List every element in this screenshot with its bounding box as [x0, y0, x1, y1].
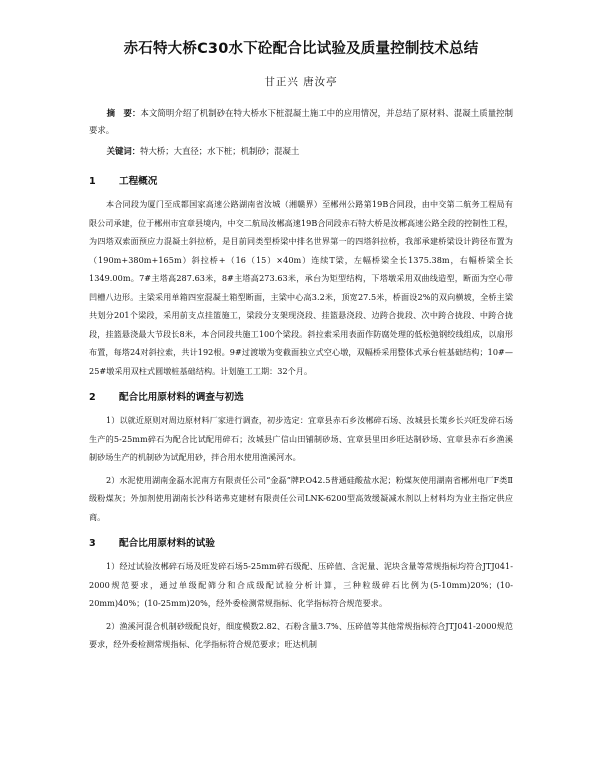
- section-1: [89, 173, 513, 380]
- section-title: 工程概况: [119, 176, 158, 187]
- paragraph: 1）经过试验汝郴碎石场及旺发碎石场5-25mm碎石级配、压碎值、含泥量、泥块含量等常规指标均符合JTJ041-2000规范要求，通过单级配筛分和合成级配试验分析计算，三种粒级碎石比例为(5-10mm)20%；(10-20mm)40%；(10-25mm)20%，经外委检测常规指标、化学指标符合规范要求。: [89, 561, 513, 608]
- section-number: 2: [89, 392, 96, 403]
- section-title: 配合比用原材料的调查与初选: [119, 392, 244, 403]
- section-number: 3: [89, 538, 96, 549]
- section-heading: [89, 389, 513, 407]
- paper-authors: 甘正兴 唐汝亭: [264, 76, 338, 88]
- section-number: 1: [89, 176, 96, 187]
- keywords-label: 关键词：: [106, 146, 141, 156]
- section-2: [89, 389, 513, 526]
- keywords: [89, 143, 513, 160]
- abstract-label: 摘 要：: [106, 108, 141, 118]
- paragraph: 本合同段为厦门至成都国家高速公路湖南省汝城（湘赣界）至郴州公路第19B合同段，由中交第二航务工程局有限公司承建，位于郴州市宜章县境内，中交二航局汝郴高速19B合同段赤石特大桥是汝郴高速公路全段的控制性工程，为四塔双索面预应力混凝土斜拉桥，是目前同类型桥梁中排名世界第一的四塔斜拉桥，我部承建桥梁设计跨径布置为（190m+380m+165m）斜拉桥+（16（15）×40m）连续T梁，左幅桥梁全长1375.38m，右幅桥梁全长1349.00m。7#主塔高287.63米，8#主塔高273.63米，承台为矩型结构，下塔墩采用双曲线造型，断面为空心带凹槽八边形。主梁采用单箱四室混凝土箱型断面，主梁中心高3.2米，顶宽27.5米，桥面设2%的双向横坡，全桥主梁共划分201个梁段，采用前支点挂篮施工，梁段分支架现浇段、挂篮悬浇段、边跨合拢段、次中跨合拢段、中跨合拢段，挂篮悬浇最大节段长8米，本合同段共施工100个梁段。斜拉索采用表面作防腐处理的低松弛钢绞线组成，以扇形布置，每塔24对斜拉索，共计192根。9#过渡墩为变截面独立式空心墩，双幅桥采用整体式承台桩基础结构；10#—25#墩采用双柱式圆墩桩基础结构。计划施工工期：32个月。: [89, 199, 513, 376]
- section-heading: [89, 535, 513, 553]
- section-3: [89, 535, 513, 654]
- abstract: [89, 105, 513, 139]
- paragraph: 1）以就近原则对周边原材料厂家进行调查，初步选定：宜章县赤石乡汝郴碎石场、汝城县长策乡长兴旺发碎石场生产的5-25mm碎石为配合比试配用碎石；汝城县广信山田铺制砂场、宜章县里田乡旺达制砂场、宜章县赤石乡渔溪制砂场生产的机制砂为试配用砂，拌合用水使用渔溪河水。: [89, 415, 513, 462]
- paragraph: 2）水泥使用湖南金磊水泥南方有限责任公司“金磊”牌P.O42.5普通硅酸盐水泥；粉煤灰使用湖南省郴州电厂F类Ⅱ级粉煤灰；外加剂使用湖南长沙科诺弗克建材有限责任公司LNK-6200型高效缓凝减水剂以上材料均为业主指定供应商。: [89, 474, 513, 522]
- section-title: 配合比用原材料的试验: [119, 538, 215, 549]
- abstract-text: 本文简明介绍了机制砂在特大桥水下桩混凝土施工中的应用情况，并总结了原材料、混凝土质量控制要求。: [89, 108, 513, 135]
- section-heading: [89, 173, 513, 191]
- keywords-text: 特大桥；大直径；水下桩；机制砂；混凝土: [140, 146, 300, 156]
- paragraph: 2）渔溪河混合机制砂级配良好，细度模数2.82、石粉含量3.7%、压碎值等其他常规指标符合JTJ041-2000规范要求，经外委检测常规指标、化学指标符合规范要求；旺达机制: [89, 620, 513, 649]
- paper-title: 赤石特大桥C30水下砼配合比试验及质量控制技术总结: [123, 41, 479, 57]
